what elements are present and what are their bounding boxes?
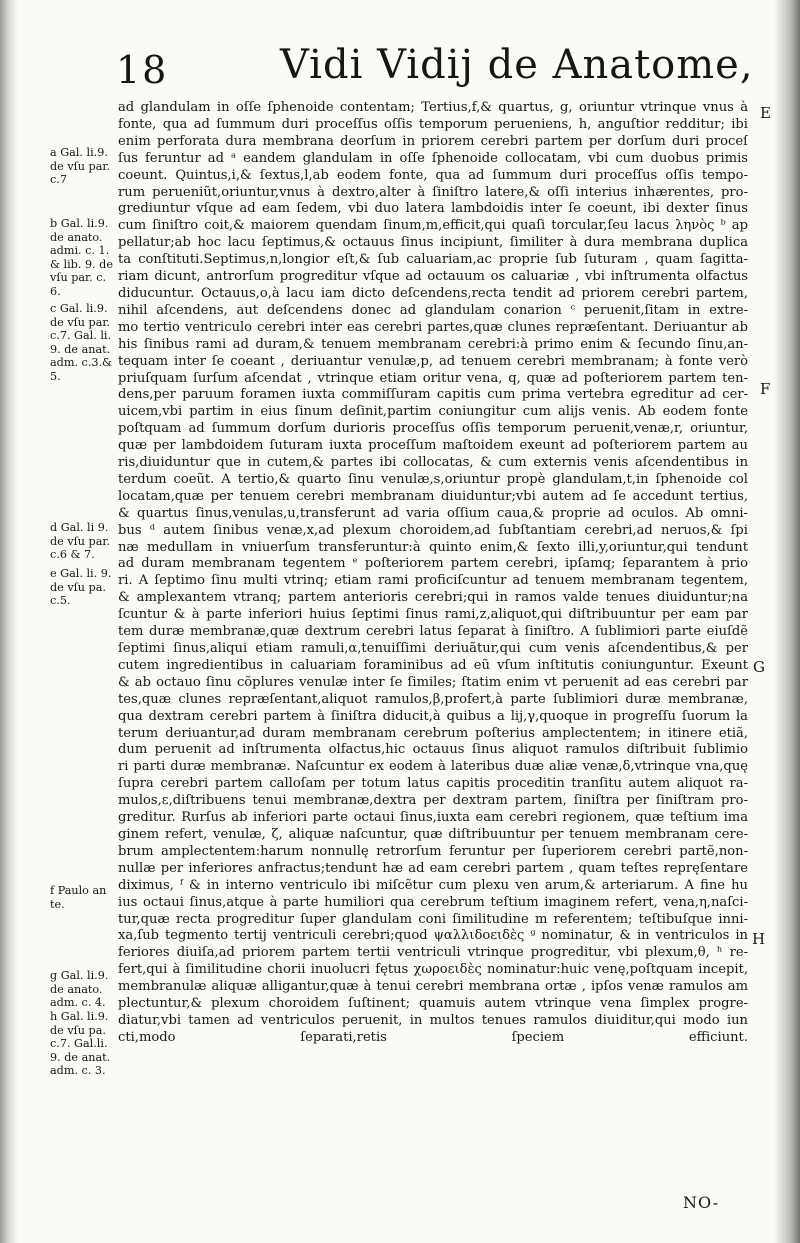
- margin-note-c: c Gal. li.9. de vſu par. c.7. Gal. li. 9. de anat. adm. c.3.& 5.: [50, 302, 113, 383]
- text-line: plectuntur,& plexum choroidem ſuſtinent; quamuis autem vtrinque vena ſimplex progre-: [118, 996, 748, 1012]
- page-number: 18: [116, 48, 169, 92]
- margin-note-f: f Paulo an te.: [50, 884, 107, 911]
- text-line: membranulæ aliquæ alligantur,quæ à tenui cerebri membrana ortæ , ipſos venæ ramulos am: [118, 979, 748, 995]
- margin-note-a: a Gal. li.9. de vſu par. c.7: [50, 146, 111, 187]
- text-line: ad glandulam in oſſe ſphenoide contentam; Tertius,f,& quartus, g, oriuntur vtrinque vnus à: [118, 100, 748, 115]
- margin-note-d: d Gal. li 9. de vſu par. c.6 & 7.: [50, 521, 111, 562]
- section-letter-g: G: [753, 658, 765, 676]
- text-line: tur,quæ recta progreditur ſuper glandulam coni ſimilitudine m referentem; teſtibuſque inni-: [118, 911, 748, 927]
- text-line: diducuntur. Octauus,o,à lacu iam dicto deſcendens,recta tendit ad priorem cerebri partem,: [118, 285, 748, 301]
- text-line: brum amplectentem:harum nonnullę retrorſum feruntur per ſuperiorem cerebri partẽ,non-: [118, 843, 748, 859]
- text-line: ſcuntur & à parte inferiori huius ſeptimi ſinus rami,z,aliquot,qui diſtribuuntur per eam par: [118, 607, 748, 623]
- margin-note-h: h Gal. li.9. de vſu pa. c.7. Gal.li. 9. de anat. adm. c. 3.: [50, 1010, 111, 1078]
- text-line: ri. A ſeptimo ſinu multi vtrinq; etiam rami proficiſcuntur ad tenuem membranam tegentem,: [118, 573, 748, 589]
- text-line: fert,qui à ſimilitudine chorii inuolucri fętus χωροειδὲς nominatur:huic venę,poſtquam incepit,: [118, 962, 748, 978]
- text-line: ginem refert, venulæ, ζ, aliquæ naſcuntur, quæ diſtribuuntur per tenuem membranam cere-: [118, 826, 748, 842]
- margin-note-g: g Gal. li.9. de anato. adm. c. 4.: [50, 969, 109, 1010]
- text-line: feriores diuiſa,ad priorem partem tertii ventriculi vtrinque progreditur, vbi plexum,θ, ʰ re-: [118, 945, 748, 961]
- text-line: locatam,quæ per tenuem cerebri membranam diuiduntur;vbi autem ad ſe accedunt tertius,: [118, 488, 748, 504]
- text-line: & ab octauo ſinu cõplures venulæ inter ſe ſimiles; ſtatim enim vt peruenit ad eas cerebri par: [118, 674, 748, 690]
- text-line: xa,ſub tegmento tertij ventriculi cerebri;quod ψαλλιδοειδὲς ᵍ nominatur, & in ventriculos in: [118, 928, 748, 944]
- text-line: ius octaui ſinus,atque à parte humiliori qua cerebrum teſtium imaginem refert, vena,η,naſci-: [118, 894, 748, 910]
- text-line: ſus feruntur ad ᵃ eandem glandulam in oſſe ſphenoide collocatam, vbi cum duobus primis: [118, 150, 748, 166]
- main-text-block: [118, 100, 748, 1047]
- text-line: diatur,vbi tamen ad ventriculos peruenit, in multos tenues ramulos diuiditur,qui modo iun: [118, 1012, 748, 1028]
- page-edge-shadow: [774, 0, 800, 1243]
- text-line: nihil aſcendens, aut deſcendens donec ad glandulam conarion ᶜ peruenit,ſitam in extre-: [118, 302, 748, 318]
- text-line: uicem,vbi partim in eius ſinum deſinit,partim coniungitur cum alijs venis. Ab eodem fonte: [118, 404, 748, 420]
- text-line: coeunt. Quintus,i,& ſextus,l,ab eodem fonte, qua ad ſummum duri proceſſus oſſis tempo-: [118, 167, 748, 183]
- text-line: bus ᵈ autem ſinibus venæ,x,ad plexum choroidem,ad ſubſtantiam cerebri,ad neruos,& ſpi: [118, 522, 748, 538]
- text-line: ri parti duræ membranæ. Naſcuntur ex eodem à lateribus duæ aliæ venæ,δ,vtrinque vna,quę: [118, 759, 748, 775]
- text-line: ad duram membranam tegentem ᵉ poſteriorem partem cerebri, ipſamq; ſeparantem à prio: [118, 556, 748, 572]
- text-line: quæ per lambdoidem ſuturam iuxta proceſſum maſtoidem exeunt ad poſteriorem partem au: [118, 438, 748, 454]
- text-line: poſtquam ad ſummum dorſum durioris proceſſus oſſis temporum peruenit,venæ,r, oriuntur,: [118, 421, 748, 437]
- text-line: pellatur;ab hoc lacu ſeptimus,& octauus ſinus incipiunt, ſimiliter à dura membrana duplica: [118, 235, 748, 251]
- text-line: qua dextram cerebri partem à ſiniſtra diducit,à quibus a lij,γ,quoque in progreſſu ſuorum la: [118, 708, 748, 724]
- text-line: & amplexantem vtranq; partem anterioris cerebri;qui in ramos valde tenues diuiduntur;na: [118, 590, 748, 606]
- text-line: greditur. Rurſus ab inferiori parte octaui ſinus,iuxta eam cerebri regionem, quæ teſtium ima: [118, 810, 748, 826]
- text-line: cum ſiniſtro coit,& maiorem quendam ſinum,m,efficit,qui quaſi torcular,ſeu lacus ληνὸς ᵇ ap: [118, 218, 748, 234]
- text-line: tequam inter ſe coeant , deriuantur venulæ,p, ad tenuem cerebri membranam; à fonte verò: [118, 353, 748, 369]
- catchword: NO-: [683, 1193, 720, 1212]
- section-letter-e: E: [760, 104, 771, 122]
- text-line: riam dicunt, antrorſum progreditur vſque ad octauum os caluariæ , vbi inſtrumenta olfactus: [118, 269, 748, 285]
- text-line: fonte, qua ad ſummum duri proceſſus oſſis temporum perueniens, h, anguſtior redditur; ibi: [118, 116, 748, 132]
- text-line: ſeptimi ſinus,aliqui etiam ramuli,α,tenuiſſimi deriuãtur,qui cum venis aſcendentibus,& per: [118, 641, 748, 656]
- text-line: næ medullam in vniuerſum transferuntur:à quinto enim,& ſexto illi,y,oriuntur,qui tendunt: [118, 539, 748, 555]
- text-line: tes,quæ clunes repræſentant,aliquot ramulos,β,profert,à parte ſublimiori duræ membranæ,: [118, 691, 748, 707]
- text-line: cti,modo ſeparati,retis ſpeciem efficiunt.: [118, 1029, 748, 1045]
- text-line: dum peruenit ad inſtrumenta olfactus,hic octauus ſinus aliquot ramulos diſtribuit ſublimio: [118, 742, 748, 758]
- text-line: tem duræ membranæ,quæ dextrum cerebri latus ſeparat à ſiniſtro. A ſublimiori parte eiuſdẽ: [118, 624, 748, 640]
- text-line: rum perueniũt,oriuntur,vnus à dextro,alter à ſiniſtro latere,& oſſi interius inhærentes, pro-: [118, 184, 748, 200]
- page-gutter-shadow: [0, 0, 18, 1243]
- section-letter-h: H: [752, 930, 766, 948]
- text-line: priuſquam ſurſum aſcendat , vtrinque etiam oritur vena, q, quæ ad poſteriorem partem ten-: [118, 370, 748, 386]
- text-line: terum deriuantur,ad duram membranam cerebrum poſterius amplectentem; in itinere etiã,: [118, 725, 748, 741]
- text-line: cutem ingredientibus in caluariam foraminibus ad eũ vſum inſtitutis coniunguntur. Exeunt: [118, 657, 748, 673]
- text-line: enim perforata dura membrana deorſum in priorem cerebri partem per dorſum duri proceſ: [118, 133, 748, 149]
- section-letter-f: F: [760, 380, 771, 398]
- text-line: diximus, ᶠ & in interno ventriculo ibi miſcẽtur cum plexu ven arum,& arteriarum. A fine hu: [118, 877, 748, 893]
- text-line: mulos,ε,diſtribuens tenui membranæ,dextra per dextram partem, ſiniſtra per ſiniſtram pro-: [118, 793, 748, 809]
- text-line: nullæ per inferiores anfractus;tendunt hæ ad eam cerebri partem , quam teſtes repręſentare: [118, 860, 748, 876]
- text-line: terdum coeũt. A tertio,& quarto ſinu venulæ,s,oriuntur propè glandulam,t,in ſphenoide col: [118, 471, 748, 487]
- text-line: ſupra cerebri partem calloſam per totum latus capitis proceditin tranſitu autem aliquot ra-: [118, 776, 748, 792]
- text-line: & quartus ſinus,venulas,u,transferunt ad varia oſſium caua,& proprie ad oculos. Ab omni-: [118, 505, 748, 521]
- text-line: ris,diuiduntur que in cutem,& partes ibi collocatas, & cum externis venis aſcendentibus in: [118, 455, 748, 471]
- margin-note-b: b Gal. li.9. de anato. admi. c. 1. & lib. 9. de vſu par. c. 6.: [50, 217, 113, 298]
- margin-note-e: e Gal. li. 9. de vſu pa. c.5.: [50, 567, 112, 608]
- text-line: dens,per paruum foramen iuxta commiſſuram capitis cum prima vertebra egreditur ad cer-: [118, 387, 748, 403]
- text-line: his ſinibus rami ad duram,& tenuem membranam cerebri:à primo enim & ſecundo ſinu,an-: [118, 336, 748, 352]
- text-line: mo tertio ventriculo cerebri inter eas cerebri partes,quæ clunes repræſentant. Deriuantur ab: [118, 319, 748, 335]
- running-title: Vidi Vidij de Anatome,: [280, 42, 754, 88]
- text-line: grediuntur vſque ad eam ſedem, vbi duo latera lambdoidis inter ſe coeunt, ibi dexter ſinus: [118, 201, 748, 217]
- text-line: ta conſtituti.Septimus,n,longior eſt,& ſub caluariam,ac proprie ſub ſuturam , quam ſagitta-: [118, 252, 748, 268]
